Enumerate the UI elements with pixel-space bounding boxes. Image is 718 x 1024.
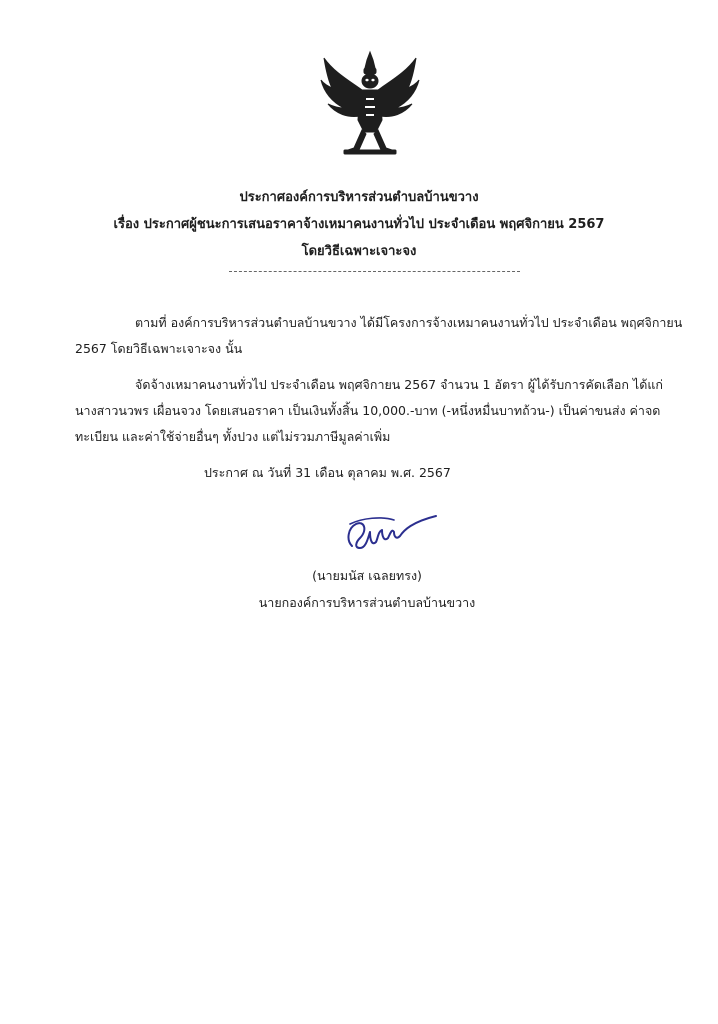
- paragraph-line: ทะเบียน และค่าใช้จ่ายอื่นๆ ทั้งปวง แต่ไม่รวมภาษีมูลค่าเพิ่ม: [75, 429, 391, 444]
- paragraph-award: [75, 372, 665, 450]
- paragraph-line: ตามที่ องค์การบริหารส่วนตำบลบ้านขวาง ได้มีโครงการจ้างเหมาคนงานทั่วไป ประจำเดือน พฤศจิกายน: [135, 315, 683, 330]
- announcement-subject: เรื่อง ประกาศผู้ชนะการเสนอราคาจ้างเหมาคนงานทั่วไป ประจำเดือน พฤศจิกายน 2567: [113, 217, 605, 232]
- paragraph-line: 2567 โดยวิธีเฉพาะเจาะจง นั้น: [75, 341, 243, 356]
- procurement-method: โดยวิธีเฉพาะเจาะจง: [301, 244, 417, 259]
- garuda-emblem-icon: [318, 50, 422, 158]
- paragraph-project: [75, 310, 683, 362]
- announcement-date: [204, 460, 644, 486]
- handwritten-signature-icon: [342, 510, 438, 554]
- signatory-position: นายกองค์การบริหารส่วนตำบลบ้านขวาง: [258, 595, 476, 610]
- date-line: ประกาศ ณ วันที่ 31 เดือน ตุลาคม พ.ศ. 2567: [204, 465, 451, 480]
- paragraph-line: นางสาวนวพร เผื่อนจวง โดยเสนอราคา เป็นเงินทั้งสิ้น 10,000.-บาท (-หนึ่งหมื่นบาทถ้วน-) เป็นค่าขนส่ง ค่าจด: [75, 403, 661, 418]
- signatory-name: (นายมนัส เฉลยทรง): [312, 568, 422, 583]
- header-divider: [229, 271, 520, 272]
- paragraph-line: จัดจ้างเหมาคนงานทั่วไป ประจำเดือน พฤศจิกายน 2567 จำนวน 1 อัตรา ผู้ได้รับการคัดเลือก ได้แก่: [135, 377, 663, 392]
- announcement-title: ประกาศองค์การบริหารส่วนตำบลบ้านขวาง: [239, 190, 479, 205]
